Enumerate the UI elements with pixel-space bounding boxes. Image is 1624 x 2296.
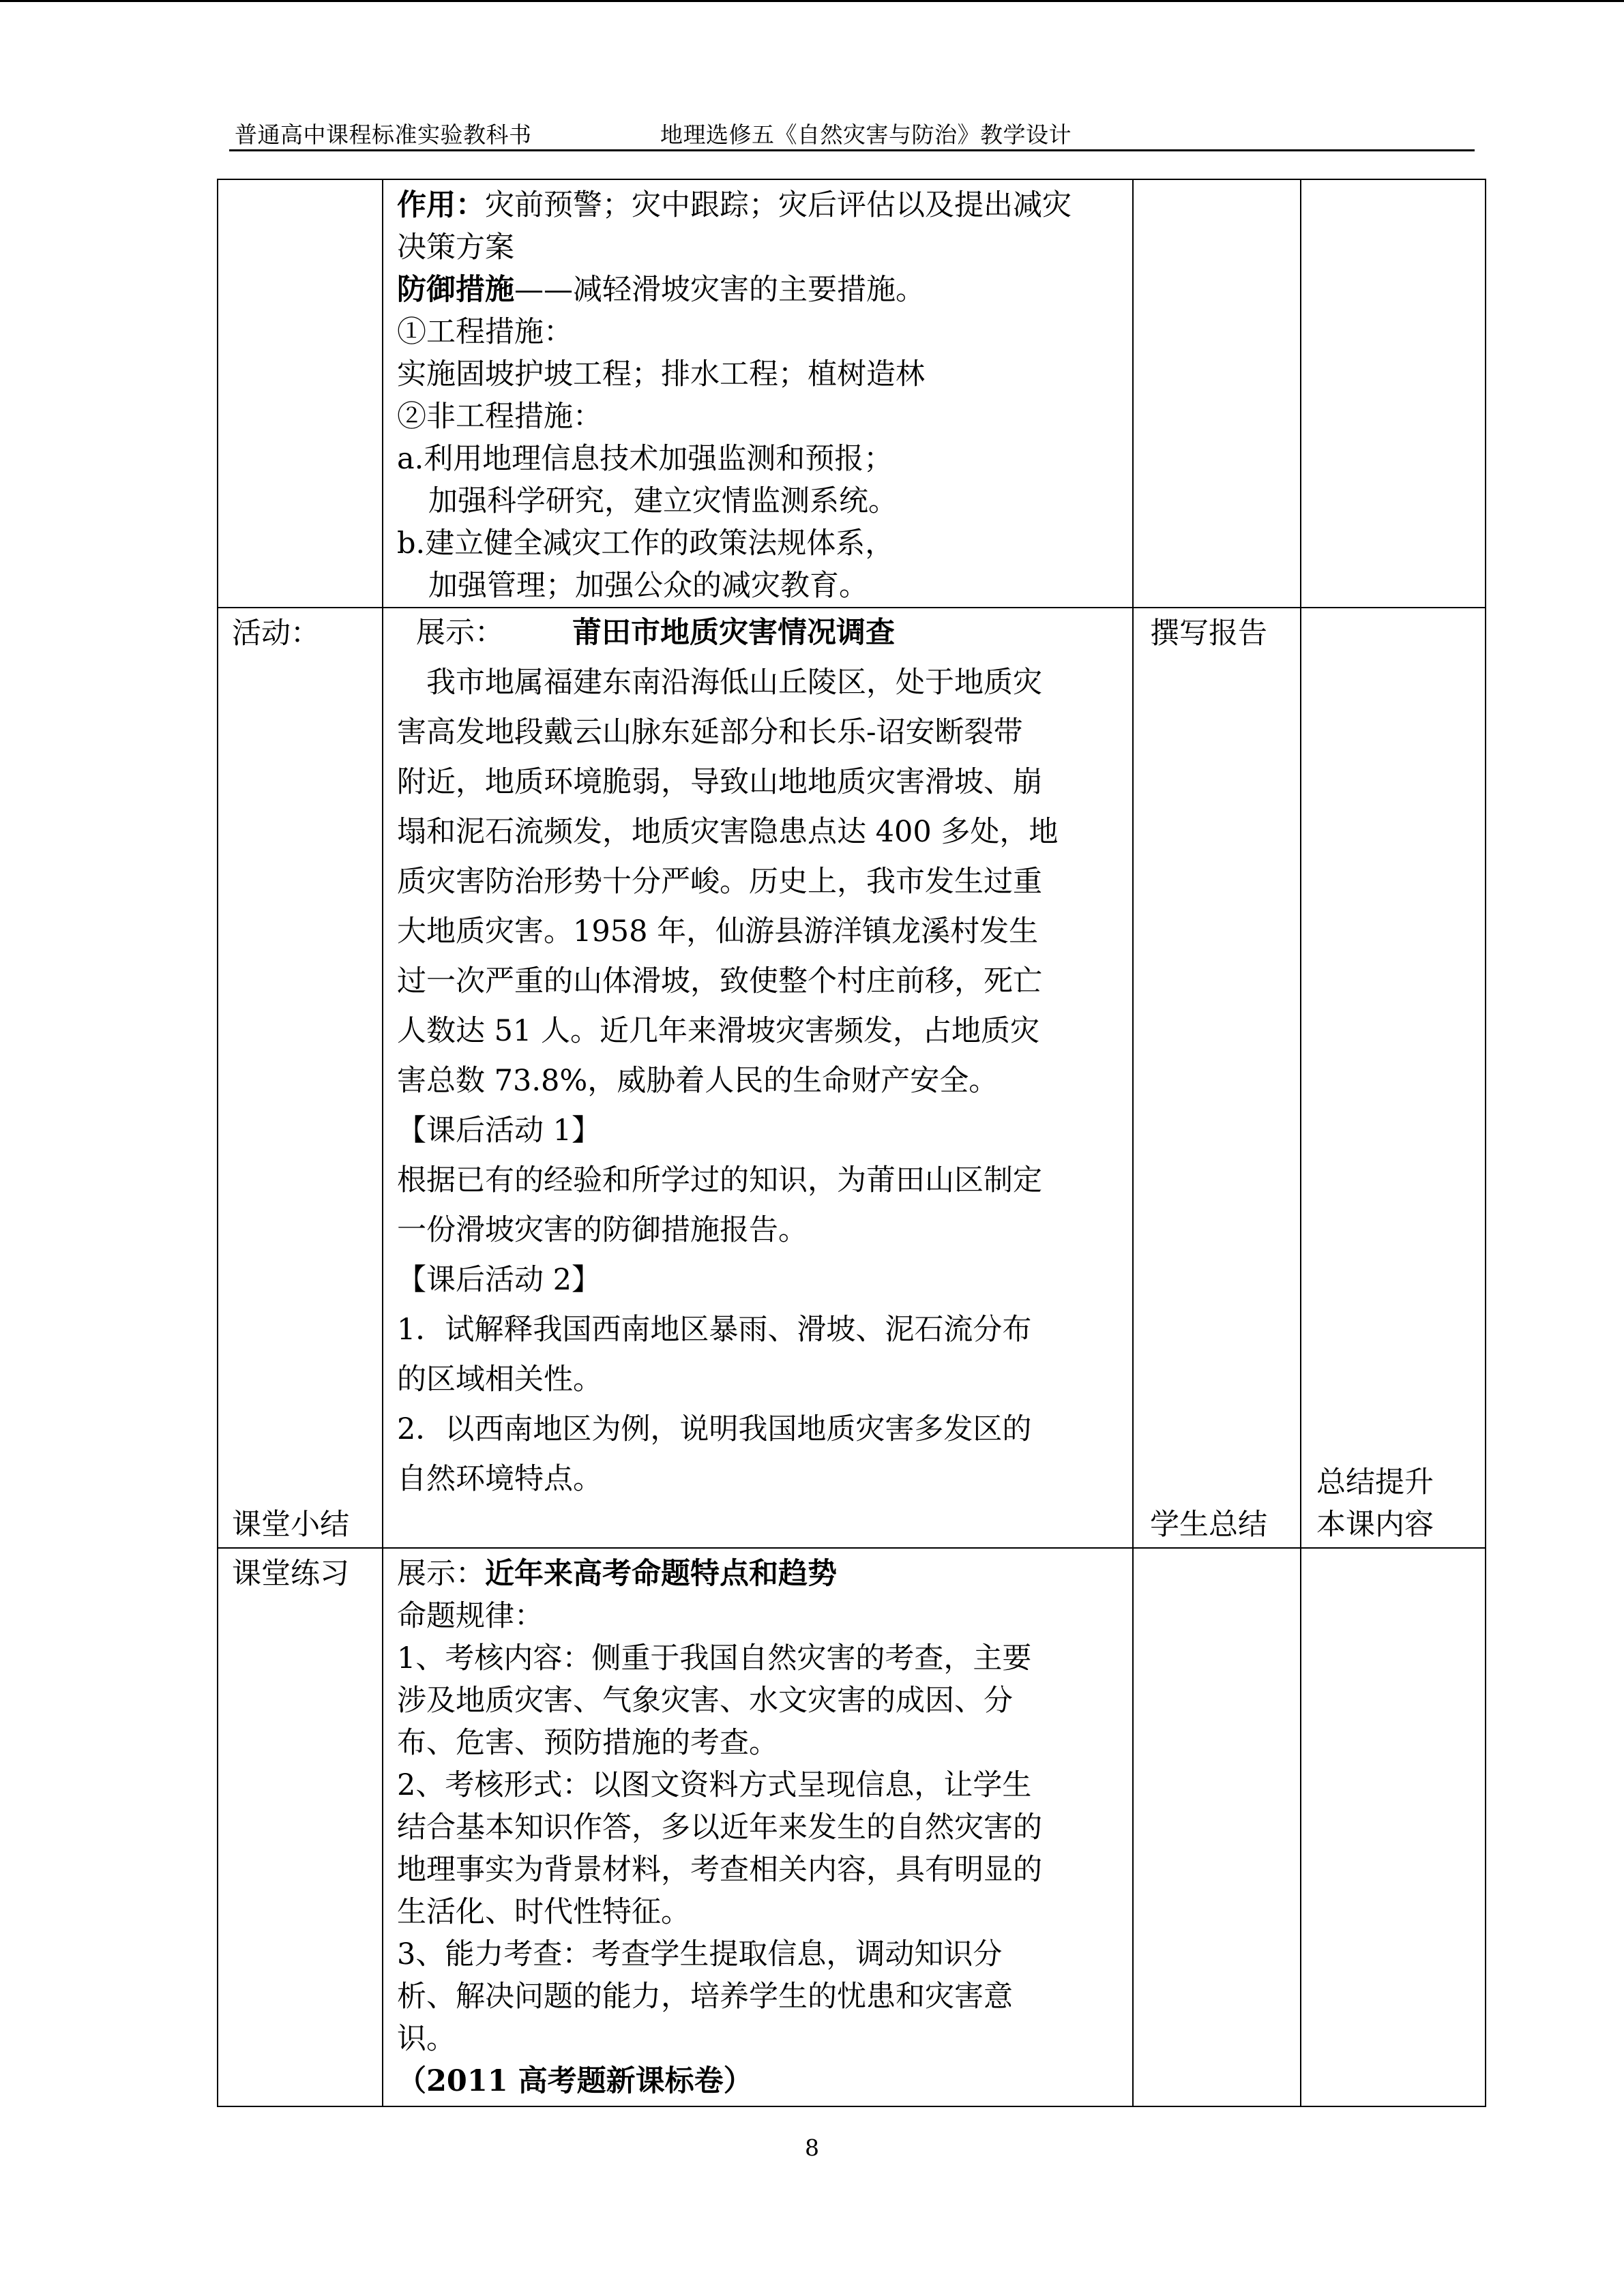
row3-content-cell <box>383 1548 1133 2106</box>
measures-line-text: ②非工程措施： <box>397 400 602 434</box>
exam-rule-line: 生活化、时代性特征。 <box>397 1895 690 1929</box>
header-book-title: 普通高中课程标准实验教科书 <box>235 121 532 148</box>
exam-rule-line: 析、解决问题的能力，培养学生的忧患和灾害意 <box>397 1980 1013 2014</box>
row1-col4-cell <box>1301 179 1486 608</box>
survey-line: 我市地属福建东南沿海低山丘陵区，处于地质灾 <box>426 666 1042 700</box>
table-row-activity <box>218 608 1486 1548</box>
activity1-line: 一份滑坡灾害的防御措施报告。 <box>397 1213 808 1247</box>
measures-line-text: 实施固坡护坡工程；排水工程；植树造林 <box>397 357 925 391</box>
measures-line <box>397 438 1121 480</box>
measures-line <box>397 226 1121 269</box>
row1-content-cell <box>383 179 1133 608</box>
exam-rule-line: 地理事实为背景材料，考查相关内容，具有明显的 <box>397 1853 1042 1887</box>
lesson-plan-table <box>217 179 1486 2107</box>
trend-show-label: 展示： <box>397 1557 485 1591</box>
row1-col3-cell <box>1133 179 1301 608</box>
trend-title: 近年来高考命题特点和趋势 <box>485 1557 837 1591</box>
measures-line <box>397 522 1121 565</box>
survey-line: 塌和泥石流频发，地质灾害隐患点达 400 多处，地 <box>397 815 1059 849</box>
trend-heading <box>397 1553 1121 1595</box>
page-top-border <box>0 0 1624 2</box>
page-number: 8 <box>805 2134 819 2161</box>
measures-line-text: ①工程措施： <box>397 315 573 349</box>
activity2-line: 的区域相关性。 <box>397 1362 602 1397</box>
survey-line: 害高发地段戴云山脉东延部分和长乐-诏安断裂带 <box>397 715 1023 749</box>
measures-line <box>397 184 1121 226</box>
teacher-summary-line2: 本课内容 <box>1316 1508 1434 1542</box>
student-summary-label: 学生总结 <box>1150 1508 1267 1542</box>
survey-line: 附近，地质环境脆弱，导致山地地质灾害滑坡、崩 <box>397 765 1042 799</box>
measures-line <box>397 480 1121 522</box>
show-label: 展示： <box>416 616 504 650</box>
table-row-measures <box>218 179 1486 608</box>
survey-paragraph <box>397 658 1121 1106</box>
measures-line-lead: 作用： <box>397 188 485 222</box>
row2-col1-cell <box>218 608 383 1548</box>
measures-line-text: 决策方案 <box>397 230 514 265</box>
activity2-line: 自然环境特点。 <box>397 1462 602 1496</box>
teacher-summary-line1: 总结提升 <box>1316 1465 1434 1500</box>
show-title: 莆田市地质灾害情况调查 <box>572 616 895 650</box>
write-report-label: 撰写报告 <box>1150 616 1267 651</box>
activity2-text <box>397 1305 1121 1504</box>
activity2-line: 1．试解释我国西南地区暴雨、滑坡、泥石流分布 <box>397 1313 1032 1347</box>
survey-line: 害总数 73.8%，威胁着人民的生命财产安全。 <box>397 1064 999 1098</box>
measures-line-lead: 防御措施 <box>397 273 514 307</box>
exam-rule-line: 涉及地质灾害、气象灾害、水文灾害的成因、分 <box>397 1684 1013 1718</box>
measures-line-text: ——减轻滑坡灾害的主要措施。 <box>514 273 925 307</box>
measures-line-text: 灾前预警；灾中跟踪；灾后评估以及提出减灾 <box>485 188 1072 222</box>
exam-rule-line: 结合基本知识作答，多以近年来发生的自然灾害的 <box>397 1810 1042 1845</box>
survey-line: 质灾害防治形势十分严峻。历史上，我市发生过重 <box>397 865 1042 899</box>
page-header <box>232 115 1473 150</box>
activity2-title: 【课后活动 2】 <box>397 1263 602 1297</box>
class-summary-label: 课堂小结 <box>232 1508 349 1542</box>
exam-rules-text <box>397 1595 1121 2060</box>
activity2-line: 2．以西南地区为例，说明我国地质灾害多发区的 <box>397 1412 1032 1446</box>
exam-rule-line: 识。 <box>397 2022 456 2056</box>
header-course-title: 地理选修五《自然灾害与防治》教学设计 <box>660 121 1072 148</box>
measures-line <box>397 311 1121 353</box>
row3-col3-cell <box>1133 1548 1301 2106</box>
activity1-title: 【课后活动 1】 <box>397 1114 602 1148</box>
teacher-summary-label <box>1316 1461 1434 1546</box>
row3-col4-cell <box>1301 1548 1486 2106</box>
exam-source-label: （2011 高考题新课标卷） <box>397 2064 753 2098</box>
measures-line-text: b.建立健全减灾工作的政策法规体系， <box>397 526 895 561</box>
measures-line-text: 加强科学研究，建立灾情监测系统。 <box>428 484 898 518</box>
survey-line: 人数达 51 人。近几年来滑坡灾害频发，占地质灾 <box>397 1014 1040 1048</box>
activity-label: 活动： <box>232 616 320 651</box>
exam-rule-line: 3、能力考查：考查学生提取信息，调动知识分 <box>397 1937 1003 1971</box>
measures-line-text: 加强管理；加强公众的减灾教育。 <box>428 569 868 603</box>
exam-rule-line: 1、考核内容：侧重于我国自然灾害的考查，主要 <box>397 1641 1032 1675</box>
table-row-practice <box>218 1548 1486 2106</box>
measures-line-text: a.利用地理信息技术加强监测和预报； <box>397 442 894 476</box>
activity1-line: 根据已有的经验和所学过的知识，为莆田山区制定 <box>397 1163 1042 1197</box>
row2-content-cell <box>383 608 1133 1548</box>
measures-line <box>397 565 1121 607</box>
row1-lines <box>383 180 1132 607</box>
survey-line: 大地质灾害。1958 年，仙游县游洋镇龙溪村发生 <box>397 914 1039 949</box>
measures-line <box>397 353 1121 396</box>
row1-col1-cell <box>218 179 383 608</box>
measures-line <box>397 269 1121 311</box>
exam-rule-line: 布、危害、预防措施的考查。 <box>397 1726 778 1760</box>
exam-rule-line: 命题规律： <box>397 1599 544 1633</box>
row3-col1-cell <box>218 1548 383 2106</box>
show-heading <box>397 608 1121 658</box>
survey-line: 过一次严重的山体滑坡，致使整个村庄前移，死亡 <box>397 964 1042 998</box>
activity1-text <box>397 1156 1121 1255</box>
header-rule <box>229 149 1475 151</box>
practice-label: 课堂练习 <box>232 1557 349 1591</box>
row2-col3-cell <box>1133 608 1301 1548</box>
row2-col4-cell <box>1301 608 1486 1548</box>
exam-rule-line: 2、考核形式：以图文资料方式呈现信息，让学生 <box>397 1768 1032 1802</box>
measures-line <box>397 396 1121 438</box>
